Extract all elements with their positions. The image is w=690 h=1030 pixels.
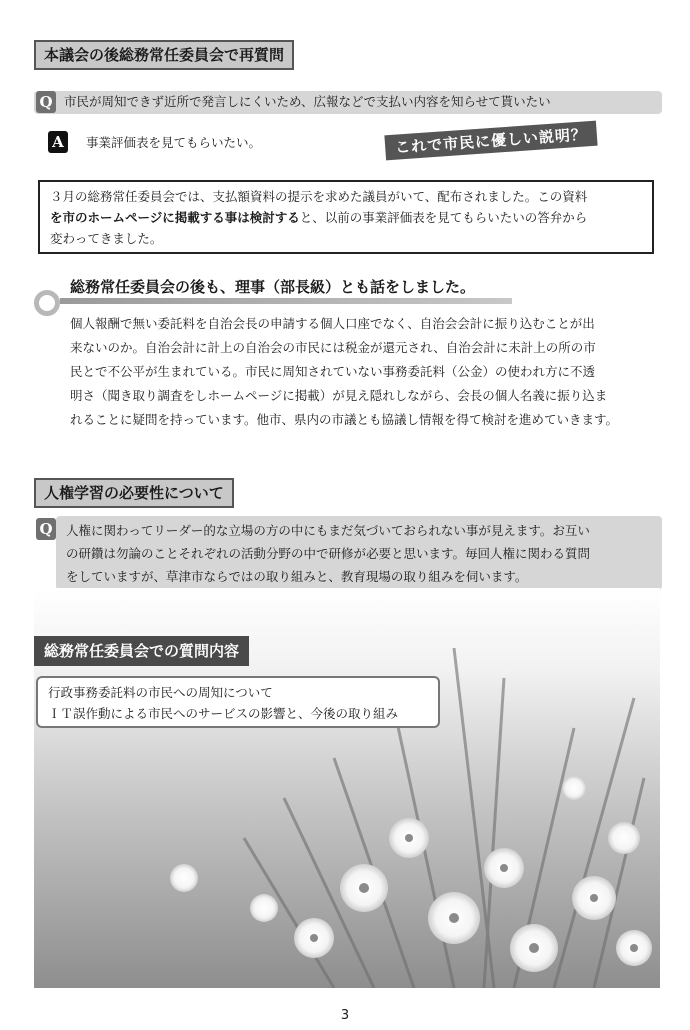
summary-rest: と、以前の事業評価表を見てもらいたいの答弁から xyxy=(299,210,588,225)
section-header-committee-questions: 総務常任委員会での質問内容 xyxy=(34,636,249,666)
paragraph-line: 民とで不公平が生まれている。市民に周知されていない事務委託料（公金）の使われ方に不透 xyxy=(70,364,596,379)
summary-bold: を市のホームページに掲載する事は検討する xyxy=(50,210,300,225)
subheading-underline xyxy=(60,298,512,304)
ring-decoration-icon xyxy=(34,290,60,316)
question-text: 市民が周知できず近所で発言しにくいため、広報などで支払い内容を知らせて貰いたい xyxy=(64,94,551,109)
subsection-paragraph xyxy=(70,312,665,432)
stamp-label: これで市民に優しい説明？ xyxy=(384,121,597,161)
question-list-item: ＩＴ誤作動による市民へのサービスの影響と、今後の取り組み xyxy=(48,706,399,721)
question-bar xyxy=(34,91,662,114)
paragraph-line: れることに疑問を持っています。他市、県内の市議とも協議し情報を得て検討を進めていきます。 xyxy=(70,412,619,427)
answer-text: 事業評価表を見てもらいたい。 xyxy=(86,135,262,150)
paragraph-line: 個人報酬で無い委託料を自治会長の申請する個人口座でなく、自治会会計に振り込むことが出 xyxy=(70,316,595,331)
subheading: 総務常任委員会の後も、理事（部長級）とも話をしました。 xyxy=(70,278,476,296)
question-list-item: 行政事務委託料の市民への周知について xyxy=(48,685,273,700)
page-number: 3 xyxy=(340,1008,350,1023)
question-box-human-rights xyxy=(56,516,662,590)
q-badge-icon: Q xyxy=(36,518,56,540)
summary-line-3: 変わってきました。 xyxy=(50,231,163,246)
section-header-human-rights: 人権学習の必要性について xyxy=(34,478,234,508)
summary-line-1: ３月の総務常任委員会では、支払額資料の提示を求めた議員がいて、配布されました。この資料 xyxy=(50,189,588,204)
a-badge-icon: A xyxy=(48,131,68,153)
summary-line-2 xyxy=(50,207,642,228)
question-line: 人権に関わってリーダー的な立場の方の中にもまだ気づいておられない事が見えます。お互い xyxy=(66,523,590,538)
question-line: をしていますが、草津市ならではの取り組みと、教育現場の取り組みを伺います。 xyxy=(66,569,528,584)
summary-box xyxy=(38,180,654,254)
section-header-reinquiry: 本議会の後総務常任委員会で再質問 xyxy=(34,40,294,70)
question-list-box xyxy=(36,676,440,728)
q-badge-icon: Q xyxy=(36,91,56,113)
paragraph-line: 明さ（聞き取り調査をしホームページに掲載）が見え隠れしながら、会長の個人名義に振り込ま xyxy=(70,388,608,403)
question-line: の研鑽は勿論のことそれぞれの活動分野の中で研修が必要と思います。毎回人権に関わる質問 xyxy=(66,546,591,561)
paragraph-line: 来ないのか。自治会計に計上の自治会の市民には税金が還元され、自治会計に未計上の所の市 xyxy=(70,340,596,355)
